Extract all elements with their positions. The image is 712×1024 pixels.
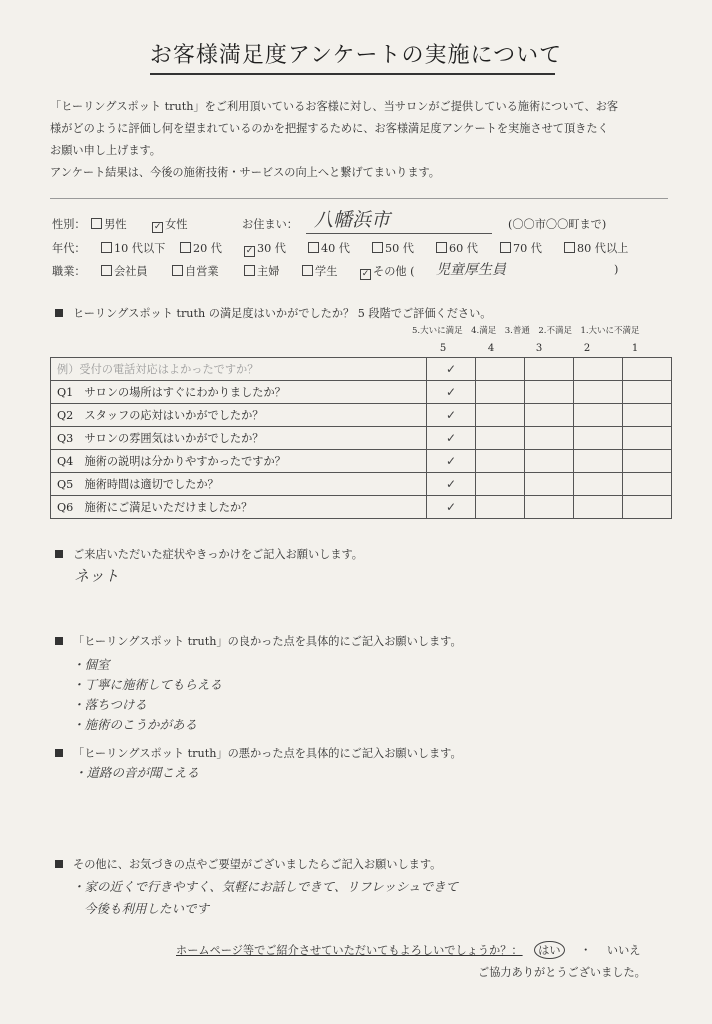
checkbox-male[interactable] (91, 218, 102, 229)
job-other-value[interactable]: 児童厚生員 (436, 262, 506, 278)
rating-cell-2[interactable] (574, 404, 623, 427)
other-answers[interactable] (72, 876, 458, 920)
rating-cell-3[interactable] (525, 496, 574, 519)
rating-cell-5[interactable] (427, 404, 476, 427)
column-header: 4 (487, 343, 495, 354)
rating-cell-1[interactable] (623, 427, 672, 450)
rating-cell-2[interactable] (574, 496, 623, 519)
question-row (51, 427, 672, 450)
gender-row (52, 216, 187, 233)
answer-separator: ・ (580, 944, 592, 957)
rating-cell-3[interactable] (525, 404, 574, 427)
question-row (51, 473, 672, 496)
column-header: 1 (631, 343, 639, 354)
answer-line: ・施術のこうかがある (72, 717, 198, 732)
intro-line: 様がどのように評価し何を望まれているのかを把握するために、お客様満足度アンケートを実施させて頂きたく (50, 122, 609, 135)
intro-line: お願い申し上げます。 (50, 144, 161, 157)
rating-cell-4[interactable] (476, 427, 525, 450)
rating-cell-5[interactable] (427, 358, 476, 381)
job-option[interactable]: 学生 (302, 263, 337, 279)
rating-cell-1[interactable] (623, 473, 672, 496)
rating-cell-5[interactable] (427, 427, 476, 450)
bullet-icon (55, 309, 63, 317)
question-text: 例）受付の電話対応はよかったですか？ (51, 358, 427, 381)
example-row (51, 358, 672, 381)
bad-points-answer[interactable]: ・道路の音が聞こえる (74, 765, 200, 780)
rating-cell-1[interactable] (623, 496, 672, 519)
answer-line: ・丁寧に施術してもらえる (72, 677, 223, 692)
age-option[interactable]: 80 代以上 (564, 240, 628, 256)
answer-line: ・落ちつける (72, 697, 147, 712)
rating-cell-2[interactable] (574, 381, 623, 404)
question-text: Q1 サロンの場所はすぐにわかりましたか？ (51, 381, 427, 404)
bullet-icon (55, 860, 63, 868)
rating-cell-2[interactable] (574, 473, 623, 496)
check-mark-icon: ✓ (445, 385, 457, 399)
title-underline (150, 73, 555, 75)
age-option[interactable]: 60 代 (436, 240, 478, 256)
option-female: 女性 (165, 218, 188, 231)
rating-cell-2[interactable] (574, 358, 623, 381)
rating-cell-5[interactable] (427, 381, 476, 404)
question-text: Q4 施術の説明は分かりやすかったですか？ (51, 450, 427, 473)
question-text: Q5 施術時間は適切でしたか？ (51, 473, 427, 496)
reason-heading: ご来店いただいた症状やきっかけをご記入お願いします。 (55, 546, 363, 562)
address-hint: (〇〇市〇〇町まで) (508, 218, 607, 231)
address-underline (306, 233, 492, 234)
intro-paragraph (50, 96, 670, 184)
page-title: お客様満足度アンケートの実施について (149, 43, 563, 68)
answer-no[interactable]: いいえ (606, 944, 641, 957)
answer-line: 今後も利用したいです (84, 901, 210, 916)
rating-cell-3[interactable] (525, 473, 574, 496)
answer-yes-circled[interactable]: はい (534, 941, 564, 959)
age-option[interactable]: 70 代 (500, 240, 542, 256)
other-heading: その他に、お気づきの点やご要望がございましたらご記入お願いします。 (55, 856, 441, 872)
check-mark-icon: ✓ (445, 408, 457, 422)
age-option[interactable]: 50 代 (372, 240, 414, 256)
job-option-checked[interactable]: ✓ その他 ( (361, 265, 415, 279)
column-header: 2 (583, 343, 591, 354)
column-header: 3 (535, 343, 543, 354)
option-male: 男性 (104, 218, 127, 231)
rating-cell-4[interactable] (476, 404, 525, 427)
satisfaction-heading: ヒーリングスポット truth の満足度はいかがでしたか？ 5 段階でご評価ください。 (55, 305, 492, 321)
rating-cell-3[interactable] (525, 427, 574, 450)
age-label: 年代： (52, 242, 86, 255)
question-row (51, 450, 672, 473)
bullet-icon (55, 550, 63, 558)
job-option[interactable]: 会社員 (101, 263, 148, 279)
answer-line: ・個室 (72, 657, 110, 672)
job-label: 職業： (52, 265, 86, 278)
question-text: Q6 施術にご満足いただけましたか？ (51, 496, 427, 519)
answer-line: ・家の近くで行きやすく、気軽にお話しできて、リフレッシュできて (72, 879, 459, 894)
gender-label: 性別： (52, 218, 86, 231)
rating-cell-4[interactable] (476, 496, 525, 519)
rating-cell-2[interactable] (574, 450, 623, 473)
thanks-text: ご協力ありがとうございました。 (478, 966, 646, 979)
rating-cell-4[interactable] (476, 358, 525, 381)
intro-line: アンケート結果は、今後の施術技術・サービスの向上へと繋げてまいります。 (50, 166, 440, 179)
check-mark-icon: ✓ (445, 477, 457, 491)
divider (50, 198, 668, 199)
rating-cell-5[interactable] (427, 473, 476, 496)
rating-cell-4[interactable] (476, 381, 525, 404)
bad-points-heading: 「ヒーリングスポット truth」の悪かった点を具体的にご記入お願いします。 (55, 745, 462, 761)
checkbox-female[interactable]: ✓ (153, 222, 162, 232)
column-header: 5 (439, 343, 447, 354)
rating-cell-2[interactable] (574, 427, 623, 450)
rating-cell-1[interactable] (623, 358, 672, 381)
scale-legend: 5.大いに満足 4.満足 3.普通 2.不満足 1.大いに不満足 (412, 326, 640, 336)
rating-cell-1[interactable] (623, 381, 672, 404)
job-close-paren: ) (614, 263, 619, 276)
job-option[interactable]: 主婦 (244, 263, 279, 279)
rating-cell-4[interactable] (476, 473, 525, 496)
bullet-icon (55, 637, 63, 645)
reason-answer[interactable]: ネット (74, 567, 120, 585)
address-value[interactable]: 八幡浜市 (314, 209, 391, 231)
bullet-icon (55, 749, 63, 757)
rating-cell-3[interactable] (525, 358, 574, 381)
rating-cell-5[interactable] (427, 450, 476, 473)
question-row (51, 404, 672, 427)
rating-cell-1[interactable] (623, 404, 672, 427)
check-mark-icon: ✓ (445, 362, 457, 376)
rating-cell-1[interactable] (623, 450, 672, 473)
satisfaction-table (50, 357, 672, 519)
question-row (51, 496, 672, 519)
age-option[interactable]: 20 代 (180, 240, 222, 256)
check-mark-icon: ✓ (445, 500, 457, 514)
good-points-answers[interactable] (72, 655, 222, 735)
question-text: Q2 スタッフの応対はいかがでしたか？ (51, 404, 427, 427)
question-text: Q3 サロンの雰囲気はいかがでしたか？ (51, 427, 427, 450)
intro-line: 「ヒーリングスポット truth」をご利用頂いているお客様に対し、当サロンがご提供している施術について、お客 (50, 100, 619, 113)
age-option-checked[interactable]: ✓ 30 代 (245, 242, 286, 256)
question-row (51, 381, 672, 404)
good-points-heading: 「ヒーリングスポット truth」の良かった点を具体的にご記入お願いします。 (55, 633, 462, 649)
publish-consent (176, 941, 640, 959)
rating-cell-4[interactable] (476, 450, 525, 473)
publish-question: ホームページ等でご紹介させていただいてもよろしいでしょうか？： (176, 944, 523, 957)
rating-column-headers (419, 343, 659, 354)
address-label: お住まい： (242, 218, 298, 231)
check-mark-icon: ✓ (445, 431, 457, 445)
rating-cell-3[interactable] (525, 450, 574, 473)
job-option[interactable]: 自営業 (172, 263, 219, 279)
age-option[interactable]: 40 代 (308, 240, 350, 256)
age-option[interactable]: 10 代以下 (101, 240, 165, 256)
check-mark-icon: ✓ (445, 454, 457, 468)
rating-cell-3[interactable] (525, 381, 574, 404)
rating-cell-5[interactable] (427, 496, 476, 519)
